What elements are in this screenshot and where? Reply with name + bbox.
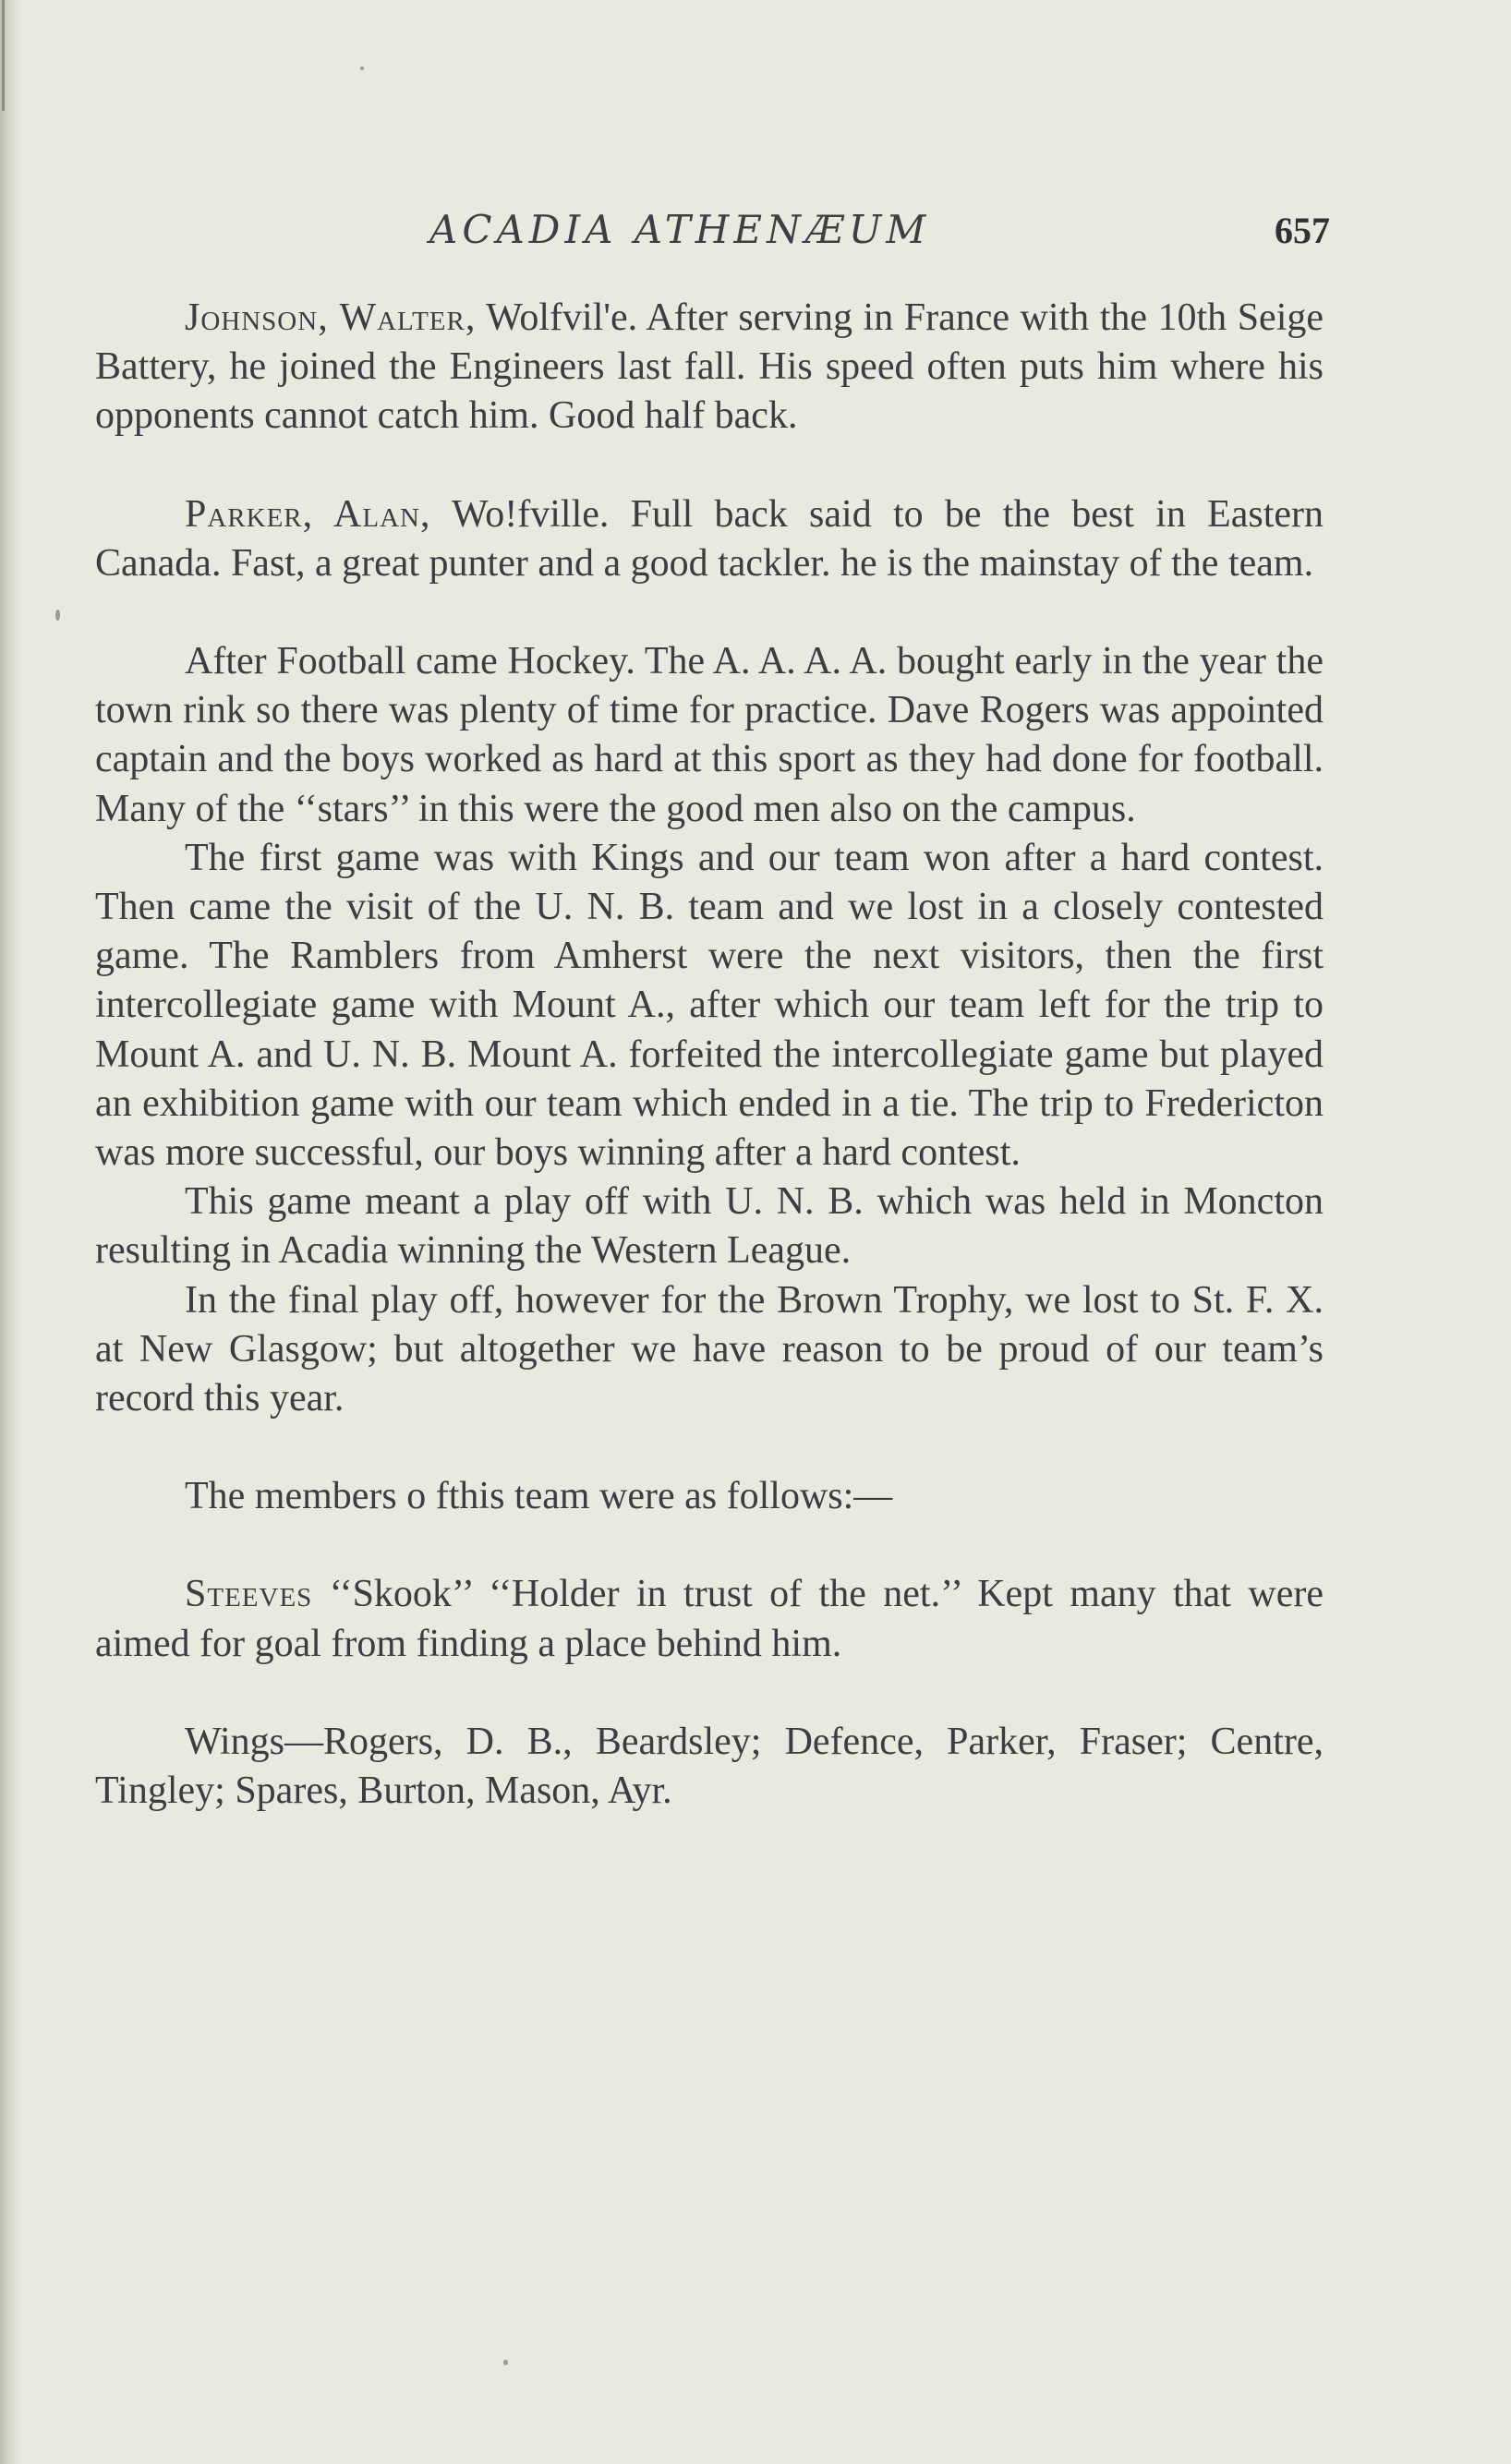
journal-title: ACADIA ATHENÆUM xyxy=(429,207,931,252)
player-name: Steeves xyxy=(185,1573,313,1616)
paragraph-text: ‘‘Skook’’ ‘‘Holder in trust of the net.’’ Kept many that were aimed for goal from finding a place behind him. xyxy=(95,1573,1324,1665)
paragraph-season-games: The first game was with Kings and our team won after a hard contest. Then came the visit of the U. N. B. team and we lost in a closely contested game. The Ramblers from Amherst were the next visitors, then the first intercollegiate game with Mount A., after which our team left for the trip to Mount A. and U. N. B. Mount A. forfeited the intercollegiate game but played an exhibition game with our team which ended in a tie. The trip to Fredericton was more successful, our boys winning after a hard contest. xyxy=(95,836,1324,1175)
article-body xyxy=(95,294,1324,1816)
paragraph-moncton: This game meant a play off with U. N. B. which was held in Moncton resulting in Acadia winning the Western League. xyxy=(95,1180,1324,1273)
paragraph-members-intro: The members o fthis team were as follows:— xyxy=(185,1475,893,1518)
paragraph-johnson xyxy=(95,294,1324,441)
paragraph-hockey-intro: After Football came Hockey. The A. A. A. A. bought early in the year the town rink so there was plenty of time for practice. Dave Rogers was appointed captain and the boys worked as hard at this sport as they had done for football. Many of the ‘‘stars’’ in this were the good men also on the campus. xyxy=(95,640,1324,830)
paragraph-brown-trophy: In the final play off, however for the Brown Trophy, we lost to St. F. X. at New Glasgow; but altogether we have reason to be proud of our team’s record this year. xyxy=(95,1278,1324,1420)
paper-speck xyxy=(360,66,364,70)
page-edge-mark xyxy=(2,0,5,111)
paragraph-text: Wolfvil'e. After serving in France with the 10th Seige Battery, he joined the Engineers last fall. His speed often puts him where his opponents cannot catch him. Good half back. xyxy=(95,296,1324,438)
paragraph-lineup: Wings—Rogers, D. B., Beardsley; Defence, Parker, Fraser; Centre, Tingley; Spares, Burton, Mason, Ayr. xyxy=(95,1720,1324,1813)
paragraph-text: Wo!fville. Full back said to be the best in Eastern Canada. Fast, a great punter and a good tackler. he is the mainstay of the team. xyxy=(95,492,1324,585)
running-header xyxy=(92,207,1330,262)
player-name: Johnson, Walter, xyxy=(185,296,477,339)
page-gutter-shadow xyxy=(0,0,20,2464)
paper-speck xyxy=(55,610,60,621)
player-name: Parker, Alan, xyxy=(185,492,431,536)
paper-speck xyxy=(503,2360,508,2365)
paragraph-steeves xyxy=(95,1570,1324,1668)
paragraph-parker xyxy=(95,490,1324,588)
page-number: 657 xyxy=(1275,210,1330,251)
